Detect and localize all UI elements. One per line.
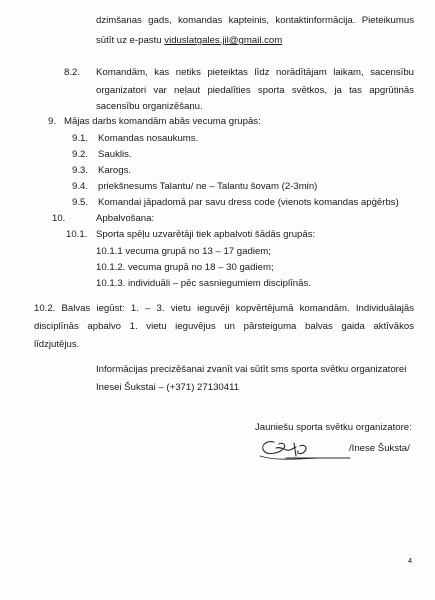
top-para-line-1: dzimšanas gads, komandas kapteinis, kontaktinformācija. Pieteikumus (96, 15, 414, 26)
item-9-2-number: 9.2. (72, 149, 89, 160)
signature-name: /Inese Šuksta/ (349, 443, 410, 454)
email-link[interactable]: viduslatgales.jil@gmail.com (164, 35, 283, 46)
handwritten-signature (256, 434, 352, 468)
item-10-number: 10. (52, 213, 66, 224)
item-9-heading: Mājas darbs komandām abās vecuma grupās: (64, 116, 261, 127)
item-10-1-3: 10.1.3. individuāli – pēc sasniegumiem disciplīnās. (96, 278, 311, 289)
item-8-2-line-2: organizatori var neļaut piedalīties sporta svētkos, ja tas apgrūtinās (96, 85, 414, 96)
item-9-2-text: Sauklis. (98, 149, 132, 160)
top-para-line-2-prefix: sūtīt uz e-pastu (96, 35, 165, 46)
item-9-1-number: 9.1. (72, 133, 89, 144)
item-9-5-number: 9.5. (72, 197, 89, 208)
item-9-3-number: 9.3. (72, 165, 89, 176)
top-para-line-2 (96, 35, 282, 47)
item-10-1-text: Sporta spēļu uzvarētāji tiek apbalvoti šādās grupās: (96, 229, 316, 240)
item-8-2-line-1: Komandām, kas netiks pieteiktas līdz norādītājam laikam, sacensību (96, 67, 414, 78)
item-8-2-line-3: sacensību organizēšanu. (96, 101, 203, 112)
info-line-1: Informācijas precizēšanai zvanīt vai sūtīt sms sporta svētku organizatorei (96, 364, 407, 375)
item-9-4-text: priekšnesums Talantu/ ne – Talantu šovam (2-3min) (98, 181, 318, 192)
item-10-heading: Apbalvošana: (96, 213, 155, 224)
page-number: 4 (408, 556, 413, 565)
item-9-4-number: 9.4. (72, 181, 89, 192)
item-10-2-line-1: 10.2. Balvas iegūst: 1. – 3. vietu ieguvēji kopvērtējumā komandām. Individuālajās (34, 303, 414, 314)
item-9-1-text: Komandas nosaukums. (98, 133, 199, 144)
item-8-2-number: 8.2. (64, 67, 81, 78)
item-9-5-text: Komandai jāpadomā par savu dress code (vienots komandas apģērbs) (98, 197, 399, 208)
item-10-1-number: 10.1. (66, 229, 88, 240)
item-10-1-1: 10.1.1 vecuma grupā no 13 – 17 gadiem; (96, 246, 271, 257)
item-10-1-2: 10.1.2. vecuma grupā no 18 – 30 gadiem; (96, 262, 274, 273)
signature-label: Jauniešu sporta svētku organizatore: (255, 422, 412, 433)
item-10-2-line-3: līdzjutējus. (34, 339, 80, 350)
item-9-3-text: Karogs. (98, 165, 132, 176)
info-line-2: Inesei Šukstai – (+371) 27130411 (96, 382, 240, 393)
item-9-number: 9. (48, 116, 57, 127)
item-10-2-line-2: disciplīnās apbalvo 1. vietu ieguvējus un pārsteiguma balvas gaida aktīvākos (34, 321, 414, 332)
